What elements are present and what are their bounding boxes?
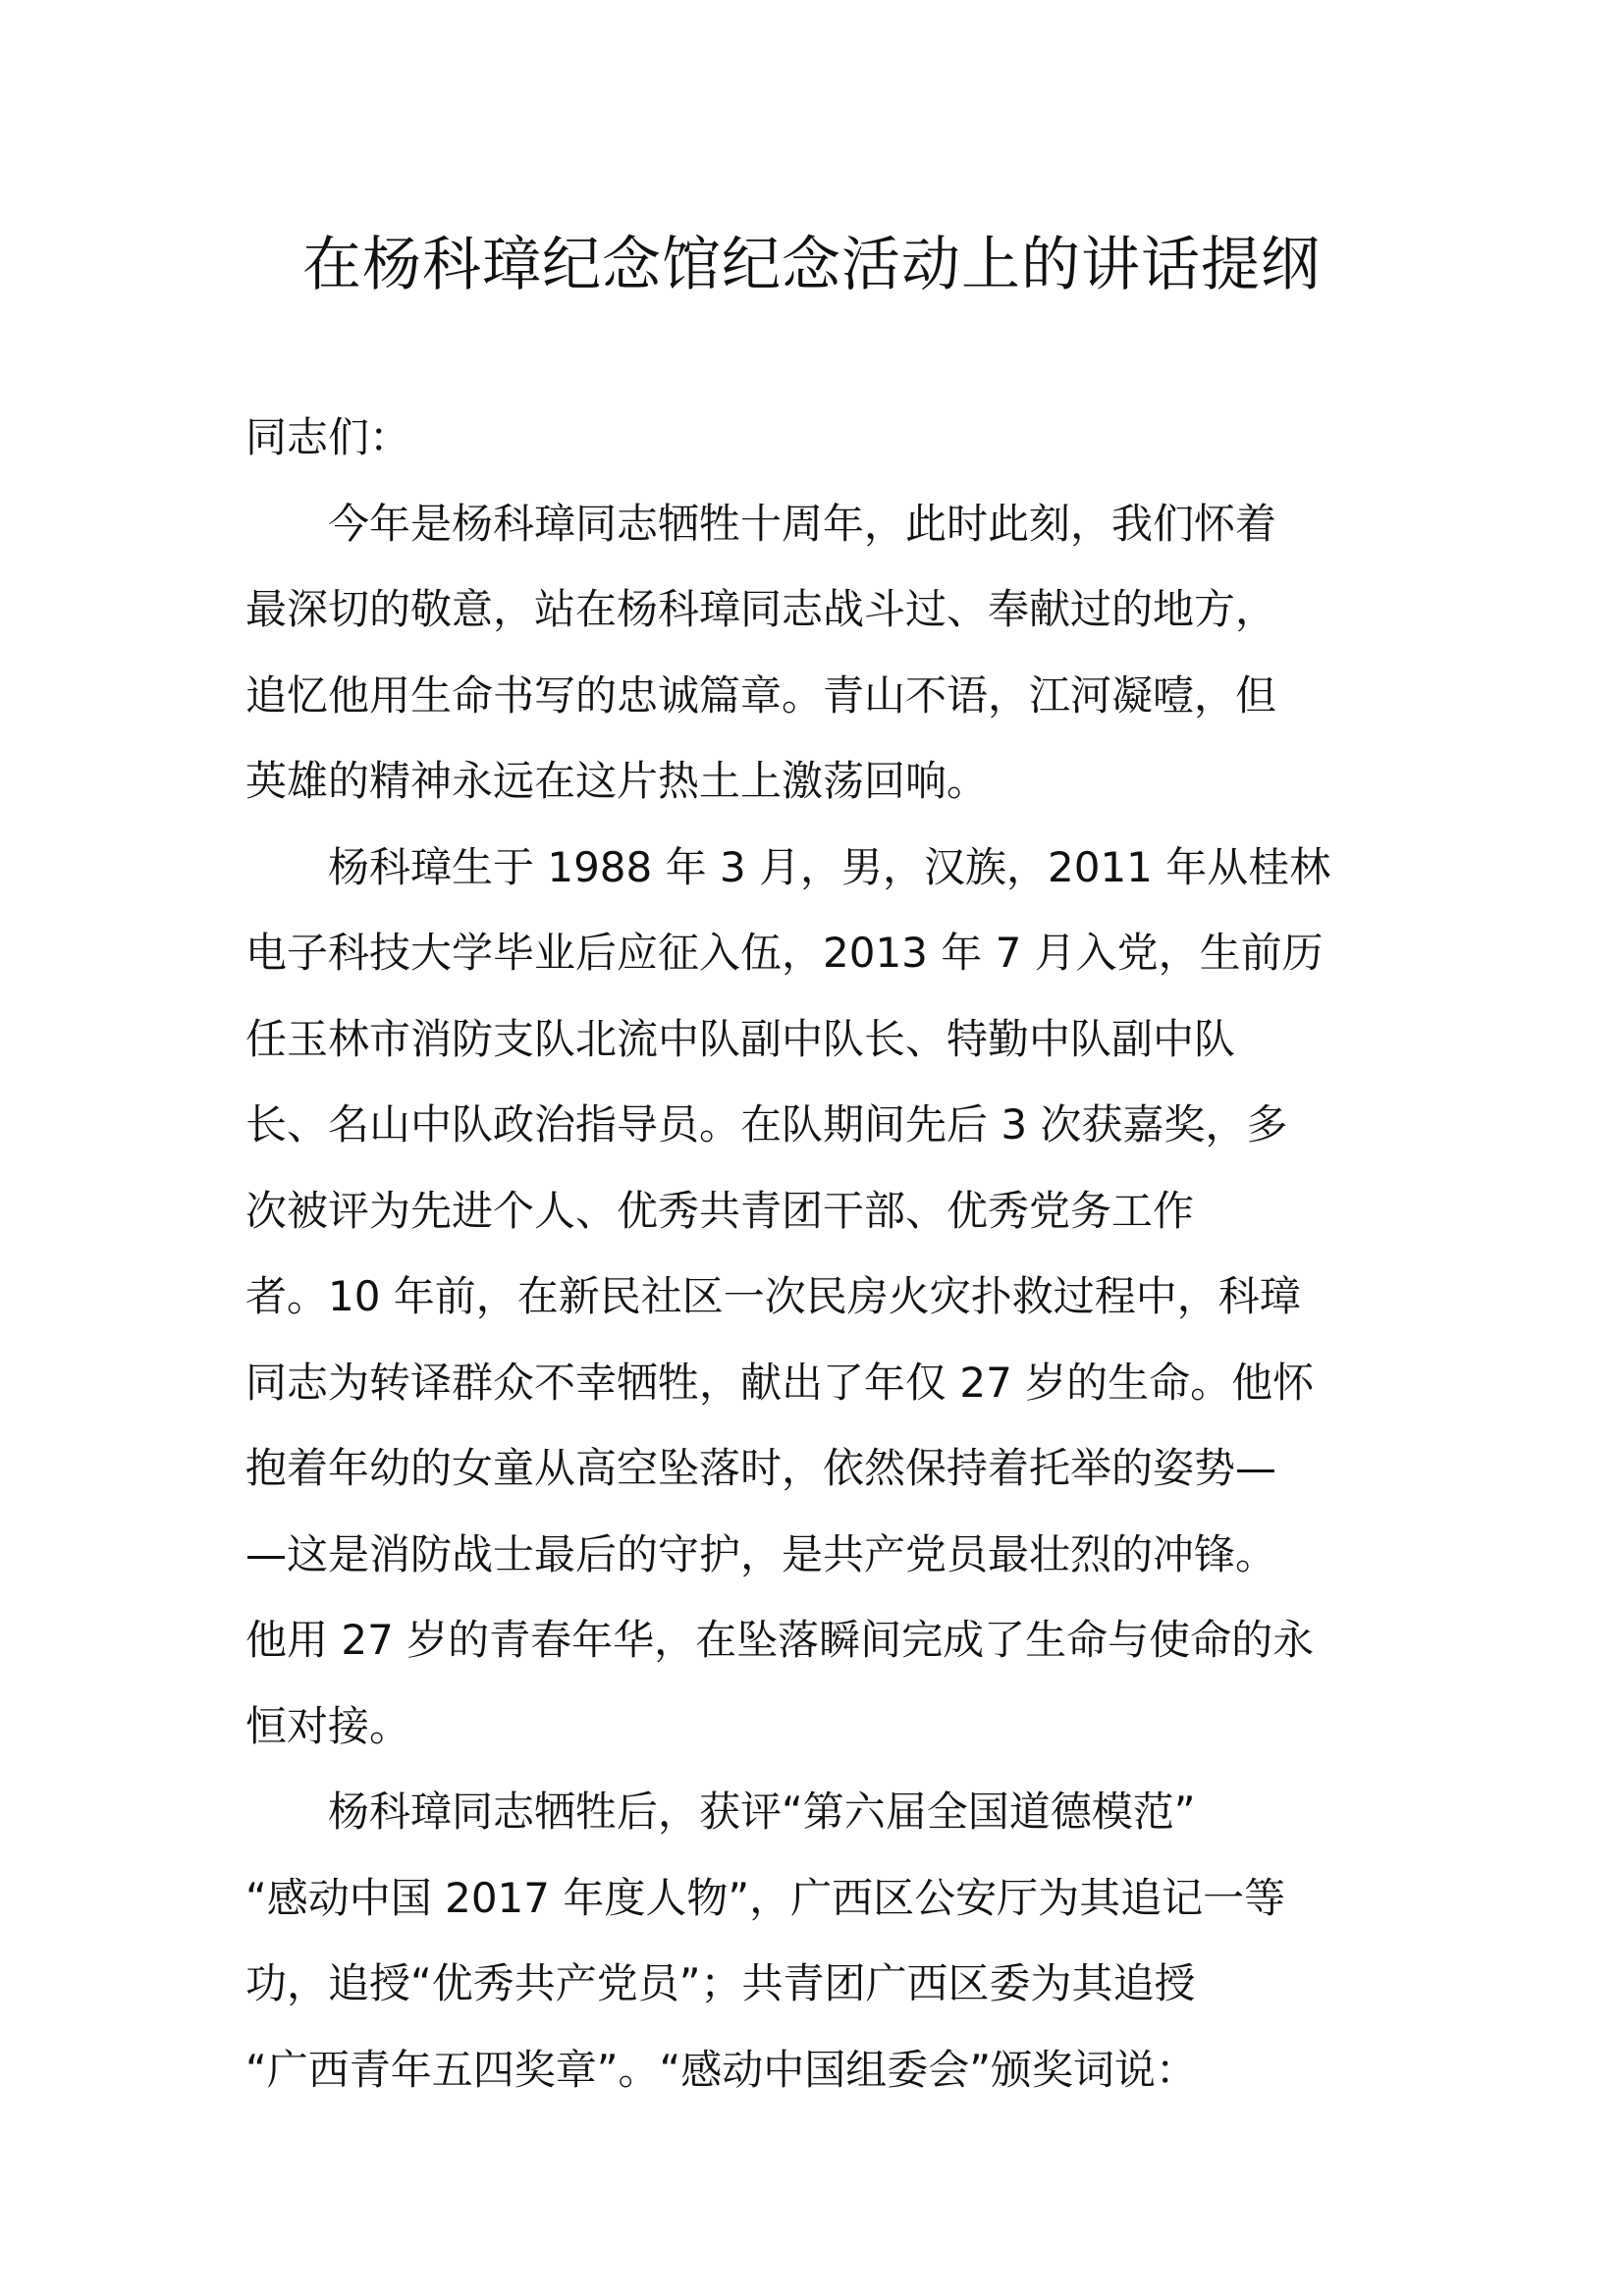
- paragraph-line: 最深切的敬意，站在杨科璋同志战斗过、奉献过的地方，: [245, 585, 1277, 633]
- paragraph-line: 长、名山中队政治指导员。在队期间先后 3 次获嘉奖，多: [245, 1100, 1288, 1148]
- paragraph-line: 他用 27 岁的青春年华，在坠落瞬间完成了生命与使命的永: [245, 1616, 1315, 1664]
- paragraph-line: 杨科璋生于 1988 年 3 月，男，汉族，2011 年从桂林: [245, 842, 1331, 891]
- paragraph-line: 电子科技大学毕业后应征入伍，2013 年 7 月入党，生前历: [245, 929, 1324, 977]
- paragraph-line: 任玉林市消防支队北流中队副中队长、特勤中队副中队: [245, 1014, 1236, 1063]
- paragraph-line: 次被评为先进个人、优秀共青团干部、优秀党务工作: [245, 1186, 1195, 1235]
- paragraph-line: 杨科璋同志牺牲后，获评“第六届全国道德模范”: [245, 1788, 1196, 1836]
- document-body: [245, 395, 1394, 2112]
- paragraph-line: “广西青年五四奖章”。“感动中国组委会”颁奖词说：: [245, 2045, 1198, 2094]
- paragraph-line: 今年是杨科璋同志牺牲十周年，此时此刻，我们怀着: [245, 499, 1277, 548]
- paragraph-line: 功，追授“优秀共产党员”；共青团广西区委为其追授: [245, 1959, 1196, 2007]
- paragraph-line: 恒对接。: [245, 1701, 411, 1750]
- paragraph-line: —这是消防战士最后的守护，是共产党员最壮烈的冲锋。: [245, 1529, 1277, 1578]
- paragraph-line: 英雄的精神永远在这片热土上激荡回响。: [245, 757, 989, 805]
- document-title: 在杨科璋纪念馆纪念活动上的讲话提纲: [302, 231, 1321, 299]
- paragraph-line: 抱着年幼的女童从高空坠落时，依然保持着托举的姿势—: [245, 1444, 1277, 1492]
- paragraph-line: “感动中国 2017 年度人物”，广西区公安厅为其追记一等: [245, 1873, 1286, 1922]
- paragraph-line: 追忆他用生命书写的忠诚篇章。青山不语，江河凝噎，但: [245, 670, 1277, 720]
- paragraph-line: 者。10 年前，在新民社区一次民房火灾扑救过程中，科璋: [245, 1272, 1301, 1320]
- salutation-line: 同志们：: [245, 413, 411, 461]
- paragraph-line: 同志为转译群众不幸牺牲，献出了年仅 27 岁的生命。他怀: [245, 1358, 1315, 1407]
